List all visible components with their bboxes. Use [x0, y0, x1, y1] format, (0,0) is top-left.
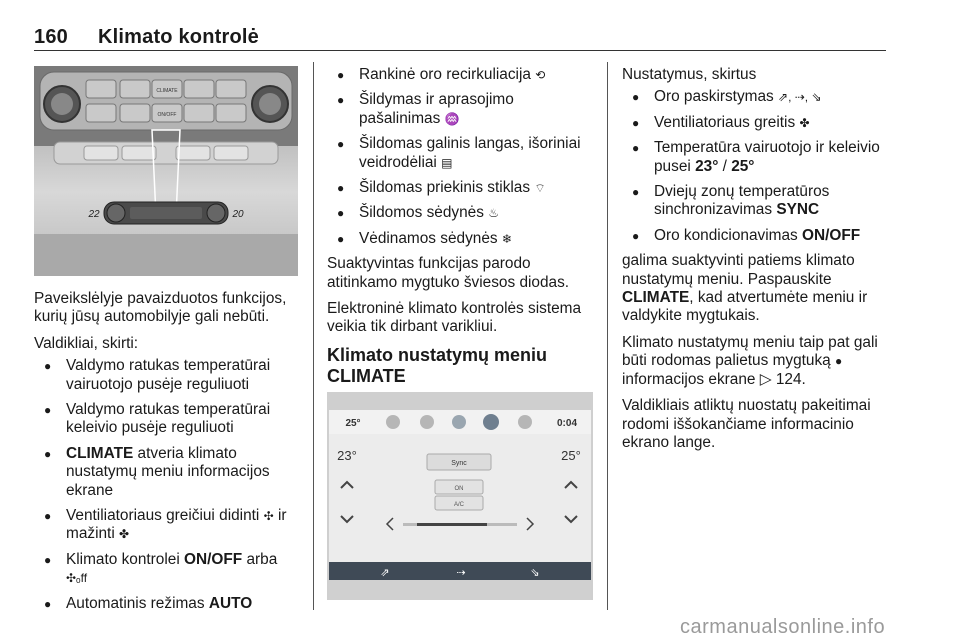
climate-desc: atveria klimato nustatymų meniu informacijos ekrane [66, 444, 270, 499]
fan-down-icon: ✤ [119, 527, 130, 542]
controls-label: Valdikliai, skirti: [34, 334, 139, 352]
defrost-text: Šildymas ir aprasojimo pašalinimas [359, 91, 514, 127]
para2-text: Klimato nustatymų meniu taip pat gali būti rodomas palietus mygtuką [622, 333, 878, 370]
temp-left: 23° [695, 157, 719, 175]
section-heading: Klimato nustatymų meniu CLIMATE [327, 344, 548, 386]
settings-shortcut-icon [518, 415, 532, 429]
page-number: 160 [34, 26, 68, 48]
onoff-text: Klimato kontrolei [66, 550, 185, 568]
list-item: ● Valdymo ratukas temperatūrai vairuotojo pusėje reguliuoti [34, 357, 300, 394]
home-button-icon: ● [835, 354, 843, 369]
rear-window-icon: ▤ [441, 155, 453, 170]
climate-bold: CLIMATE [66, 444, 134, 462]
list-item [327, 91, 595, 128]
screen-top-temp: 25° [345, 418, 361, 429]
list-item [622, 114, 890, 132]
intro-paragraph: Paveikslėlyje pavaizduotos funkcijos, kurių jūsų automobilyje gali nebūti. [34, 290, 287, 326]
paragraph: Valdikliais atliktų nuostatų pakeitimai rodomi iššokančiame informacinio ekrano lange. [622, 397, 871, 451]
fan-icon: ✤ [799, 115, 810, 130]
recirculation-icon: ⟲ [535, 68, 546, 82]
panel-right-temp: 20 [232, 209, 244, 220]
list-item [34, 507, 300, 544]
ac-bold: ON/OFF [802, 226, 861, 244]
rear-window-text: Šildomas galinis langas, išoriniai veidrodėliai [359, 135, 581, 171]
screen-right-temp: 25° [561, 448, 581, 463]
list-item [327, 135, 595, 172]
list-item [327, 230, 595, 248]
phone-shortcut-icon [420, 415, 434, 429]
climate-menu-screen [327, 392, 593, 600]
fan-slider-fill [417, 523, 487, 526]
screen-clock: 0:04 [556, 418, 578, 429]
ac-label: A/C [453, 502, 465, 508]
heated-seats-text: Šildomos sėdynės [359, 204, 484, 222]
temp-separator: / [718, 157, 732, 175]
para1-bold: CLIMATE [622, 289, 690, 307]
fan-up-icon: ✣ [263, 509, 274, 524]
watermark: carmanualsonline.info [680, 616, 886, 638]
fan-and: ir mažinti [66, 507, 287, 543]
column-2 [327, 66, 595, 387]
climate-panel-photo [34, 66, 298, 276]
column-3 [622, 66, 890, 460]
temp-right: 25° [731, 157, 755, 175]
fan-text: Ventiliatoriaus greičiui didinti [66, 507, 260, 525]
auto-bold: AUTO [208, 594, 253, 612]
max-defrost-icon: ♒ [444, 111, 460, 126]
list-item [622, 88, 890, 106]
nav-shortcut-icon [452, 415, 466, 429]
page-header [34, 26, 259, 49]
panel-left-temp: 22 [88, 209, 100, 220]
auto-text: Automatinis režimas [66, 594, 209, 612]
paragraph [622, 252, 890, 326]
page-ref-icon: ▷ [759, 370, 772, 388]
fan-speed-text: Ventiliatoriaus greitis [654, 113, 796, 131]
climate-panel-illustration [34, 66, 298, 276]
airflow-lower-icon: ⇘ [530, 567, 540, 579]
column-divider-2 [607, 62, 608, 610]
ac-text: Oro kondicionavimas [654, 226, 802, 244]
para1-rest: , kad atvertumėte meniu ir valdykite mygtukais. [622, 289, 868, 325]
list-item [34, 445, 300, 500]
lead-text: Nustatymus, skirtus [622, 66, 757, 83]
temp-text: Temperatūra vairuotojo ir keleivio pusei [654, 139, 880, 175]
seat-shortcut-icon [386, 415, 400, 429]
fan-off-icon: ✣ₒff [66, 571, 88, 586]
recirculation-text: Rankinė oro recirkuliacija [359, 66, 531, 83]
airflow-middle-icon: ⇢ [456, 567, 466, 579]
windscreen-text: Šildomas priekinis stiklas [359, 179, 531, 197]
list-item [622, 139, 890, 176]
list-item [622, 183, 890, 220]
climate-shortcut-icon [483, 414, 499, 430]
paragraph: Suaktyvintas funkcijas parodo atitinkamo mygtuko šviesos diodas. [327, 255, 570, 291]
airflow-upper-icon: ⇗ [380, 567, 390, 579]
onoff-arba: arba [242, 550, 278, 568]
onoff-button-label: ON/OFF [157, 112, 177, 118]
front-windscreen-icon: ⌔ [534, 181, 546, 196]
header-rule [34, 50, 886, 51]
list-item [622, 227, 890, 245]
ac-on-label: ON [454, 486, 464, 492]
airflow-icon: ⇗, ⇢, ⇘ [778, 90, 822, 105]
list-item [34, 551, 300, 588]
paragraph: Elektroninė klimato kontrolės sistema veikia tik dirbant varikliui. [327, 300, 582, 336]
para1-text: galima suaktyvinti patiems klimato nustatymų meniu. Paspauskite [622, 252, 855, 288]
screen-left-temp: 23° [337, 448, 357, 463]
airflow-text: Oro paskirstymas [654, 88, 774, 106]
list-item [327, 66, 595, 84]
para2-rest: informacijos ekrane [622, 370, 756, 388]
list-item [327, 204, 595, 222]
sync-label: Sync [451, 460, 467, 467]
column-divider-1 [313, 62, 314, 610]
ventilated-seat-icon: ❄ [501, 231, 512, 246]
climate-button-label: CLIMATE [156, 88, 178, 94]
heated-seat-icon: ♨ [488, 206, 499, 221]
page-ref: 124. [775, 370, 806, 388]
ventilated-seats-text: Vėdinamos sėdynės [359, 229, 498, 247]
paragraph [622, 334, 890, 389]
sync-bold: SYNC [776, 201, 820, 219]
list-item: ● Valdymo ratukas temperatūrai keleivio pusėje reguliuoti [34, 401, 300, 438]
onoff-bold: ON/OFF [184, 550, 243, 568]
page-title: Klimato kontrolė [97, 26, 259, 48]
list-item [327, 179, 595, 197]
list-item [34, 595, 300, 613]
info-display-photo [327, 392, 593, 600]
column-1 [34, 290, 300, 620]
sync-text: Dviejų zonų temperatūros sinchronizavimas [654, 183, 830, 219]
